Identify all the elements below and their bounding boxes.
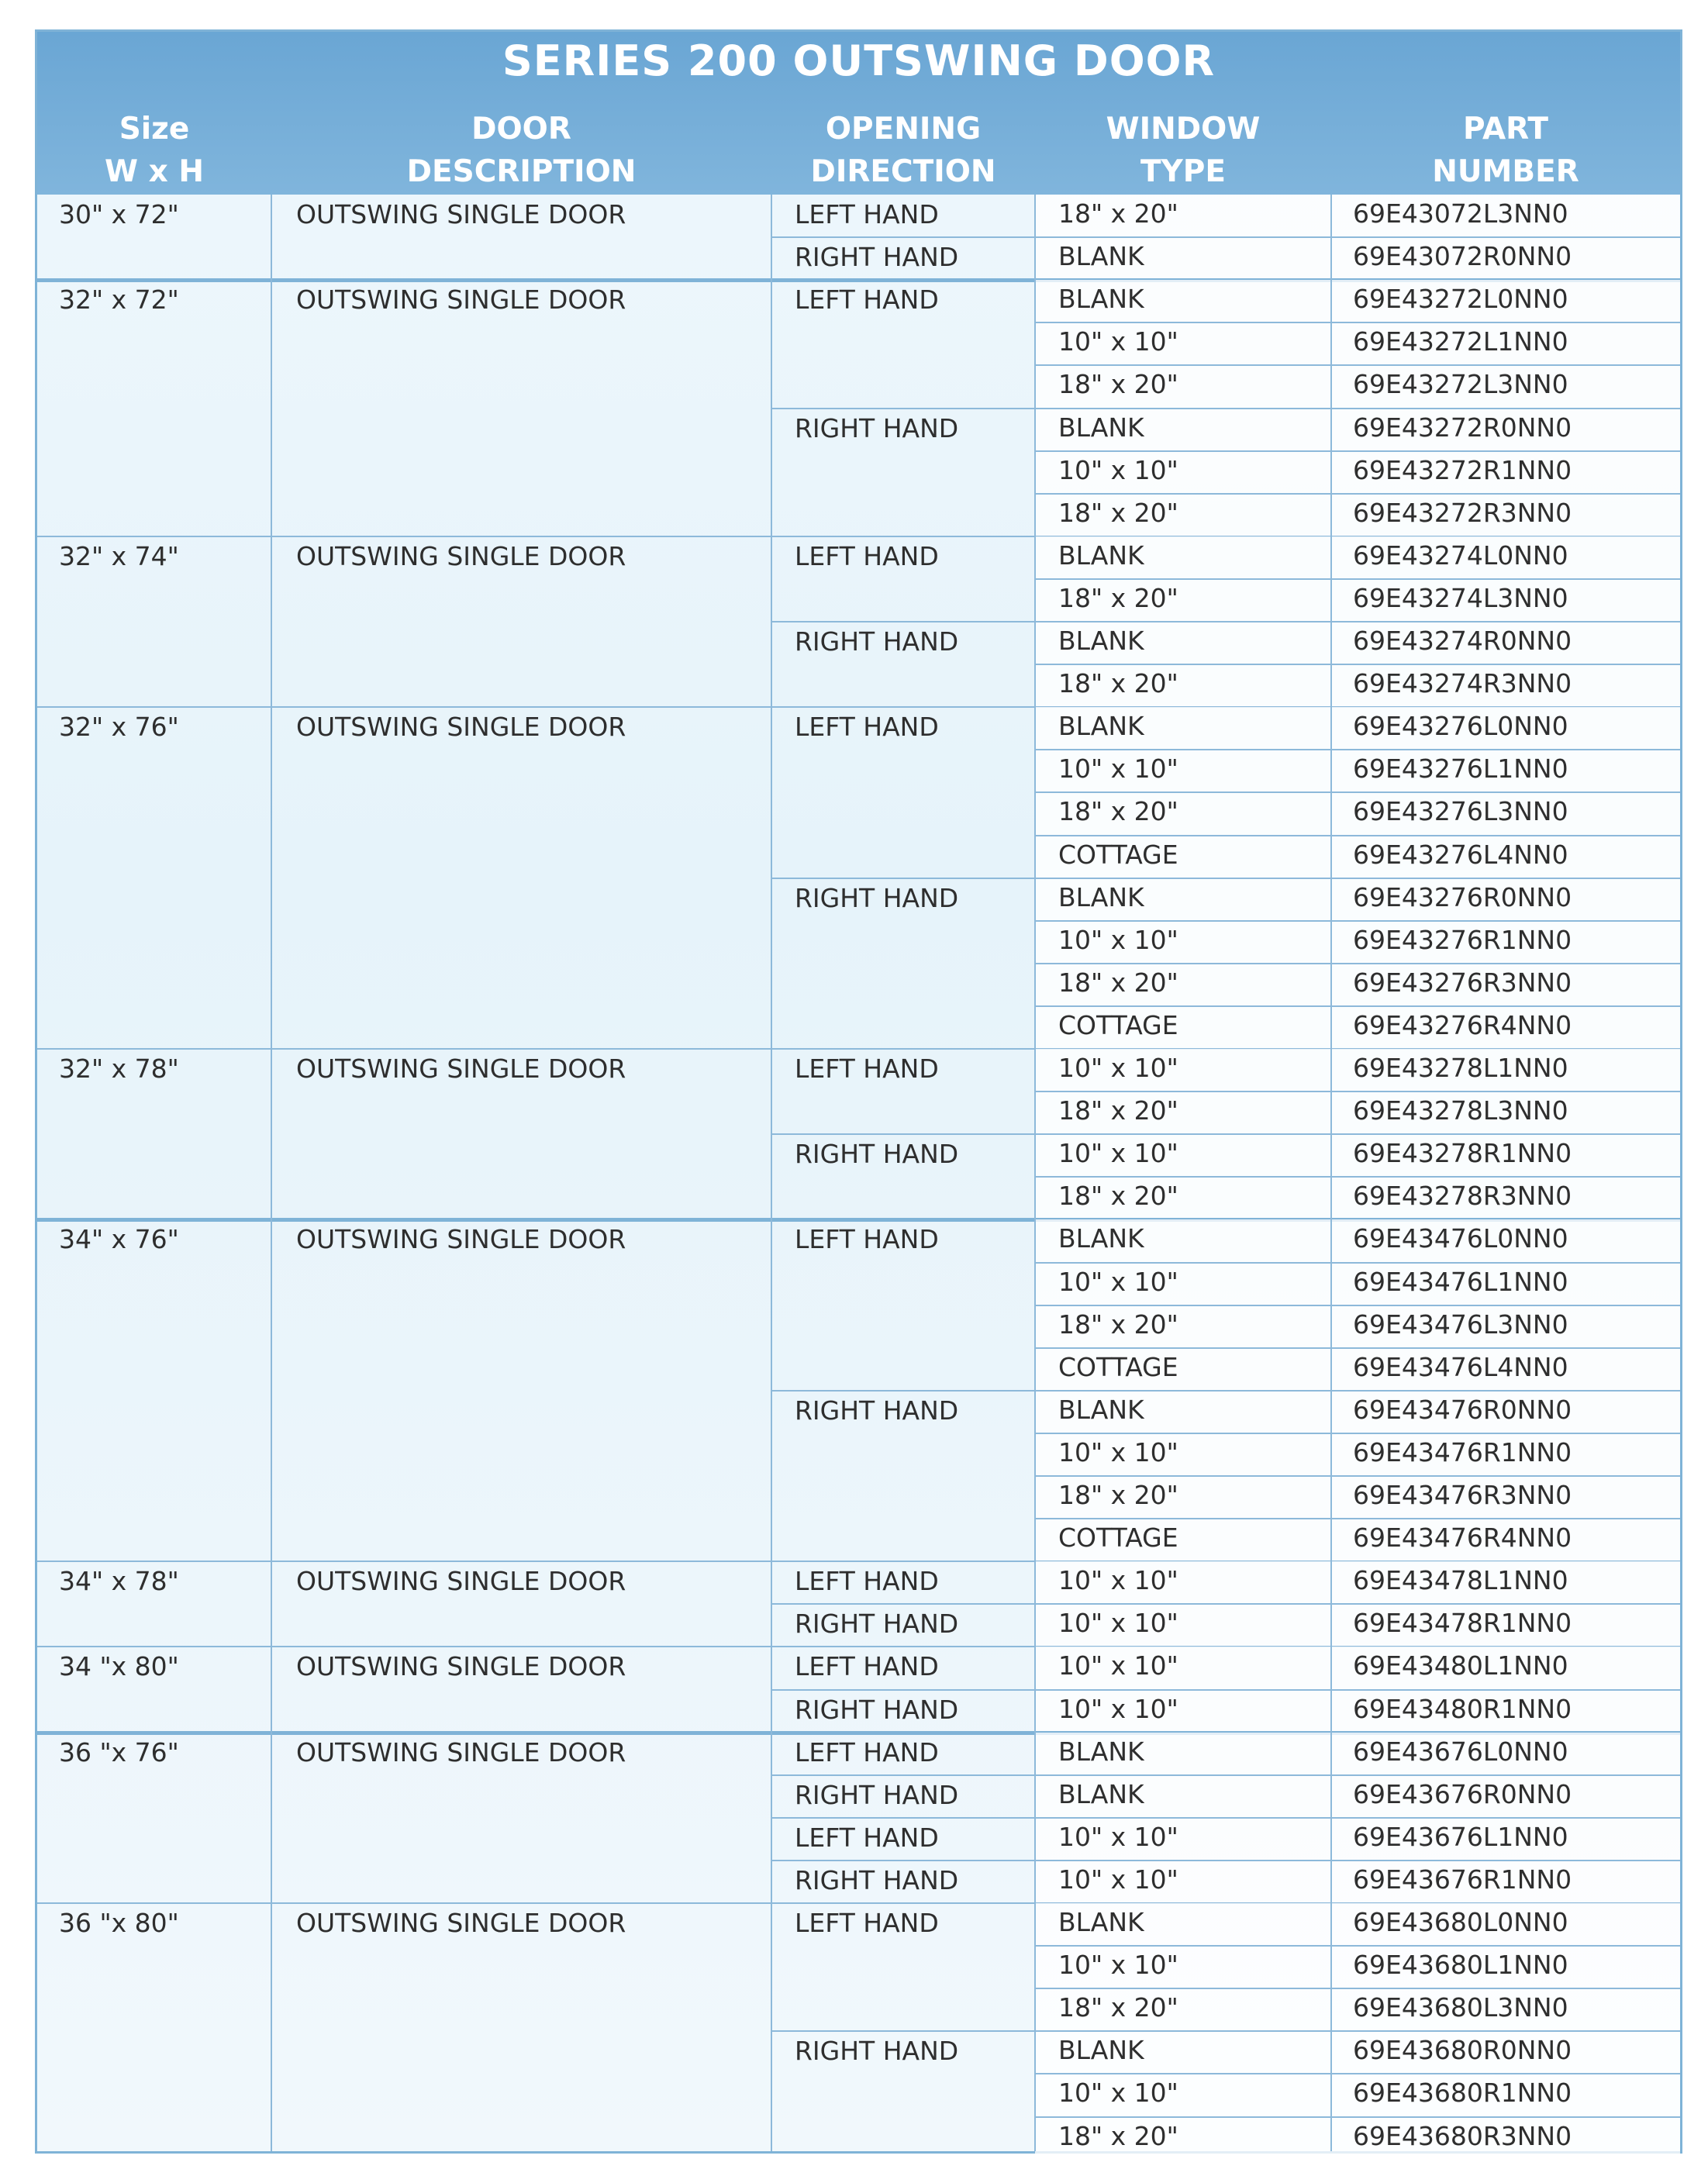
size-cell (37, 536, 271, 707)
table-header (37, 32, 1680, 195)
direction-cell-text: LEFT HAND (795, 285, 939, 316)
part-number-cell (1331, 322, 1680, 365)
part-number-cell-text: 69E43278L1NN0 (1353, 1053, 1568, 1083)
direction-cell-text: LEFT HAND (795, 1651, 939, 1682)
window-cell (1035, 1775, 1331, 1818)
part-number-cell-text: 69E43272L0NN0 (1353, 284, 1568, 315)
window-cell (1035, 494, 1331, 536)
window-cell (1035, 1733, 1331, 1775)
part-number-cell (1331, 964, 1680, 1006)
direction-cell (771, 1604, 1035, 1647)
part-number-cell-text: 69E43478L1NN0 (1353, 1565, 1568, 1596)
part-number-cell-text: 69E43072R0NN0 (1353, 241, 1572, 272)
part-number-cell-text: 69E43278R1NN0 (1353, 1138, 1572, 1169)
window-cell-text: 10" x 10" (1058, 1608, 1178, 1639)
part-number-cell (1331, 1647, 1680, 1689)
description-cell (271, 1561, 771, 1647)
window-cell (1035, 536, 1331, 579)
window-cell-text: 18" x 20" (1058, 668, 1178, 699)
window-cell-text: 18" x 20" (1058, 796, 1178, 827)
part-number-cell (1331, 1561, 1680, 1604)
window-cell (1035, 1818, 1331, 1861)
part-number-cell-text: 69E43476R4NN0 (1353, 1523, 1572, 1554)
column-divider (1034, 195, 1036, 2151)
window-cell-text: 10" x 10" (1058, 2078, 1178, 2109)
window-cell-text: 10" x 10" (1058, 1950, 1178, 1981)
part-number-cell-text: 69E43680R0NN0 (1353, 2035, 1572, 2066)
part-number-cell (1331, 1263, 1680, 1305)
direction-cell (771, 1219, 1035, 1390)
direction-cell-text: RIGHT HAND (795, 1864, 959, 1895)
part-number-cell (1331, 1348, 1680, 1391)
window-cell-text: BLANK (1058, 1736, 1144, 1767)
part-number-cell-text: 69E43476L3NN0 (1353, 1309, 1568, 1340)
part-number-cell (1331, 750, 1680, 792)
part-number-cell-text: 69E43274L0NN0 (1353, 540, 1568, 571)
description-cell (271, 1733, 771, 1903)
part-number-cell-text: 69E43680R1NN0 (1353, 2078, 1572, 2109)
window-cell-text: BLANK (1058, 1223, 1144, 1254)
window-cell (1035, 750, 1331, 792)
direction-cell-text: LEFT HAND (795, 1908, 939, 1938)
window-cell-text: BLANK (1058, 2035, 1144, 2066)
size-cell (37, 1049, 271, 1219)
direction-cell-text: LEFT HAND (795, 199, 939, 229)
part-number-cell-text: 69E43480L1NN0 (1353, 1650, 1568, 1681)
part-number-cell-text: 69E43276L3NN0 (1353, 796, 1568, 827)
direction-cell-text: LEFT HAND (795, 1224, 939, 1255)
part-number-cell-text: 69E43272R3NN0 (1353, 497, 1572, 528)
description-cell-text: OUTSWING SINGLE DOOR (296, 1054, 626, 1084)
part-number-cell-text: 69E43680R3NN0 (1353, 2120, 1572, 2151)
description-cell (271, 1647, 771, 1732)
window-cell-text: 10" x 10" (1058, 1053, 1178, 1083)
part-number-cell (1331, 1006, 1680, 1049)
window-cell (1035, 836, 1331, 878)
part-number-cell-text: 69E43276R0NN0 (1353, 881, 1572, 912)
part-number-cell (1331, 2074, 1680, 2116)
part-number-cell (1331, 1092, 1680, 1134)
window-cell-text: COTTAGE (1058, 1009, 1178, 1040)
direction-cell-text: LEFT HAND (795, 540, 939, 571)
direction-cell (771, 1733, 1035, 1775)
part-number-cell (1331, 1946, 1680, 1988)
part-number-cell (1331, 921, 1680, 964)
window-cell-text: 10" x 10" (1058, 326, 1178, 357)
window-cell-text: 18" x 20" (1058, 1992, 1178, 2023)
part-number-cell-text: 69E43272L3NN0 (1353, 369, 1568, 400)
window-cell (1035, 1263, 1331, 1305)
part-number-cell-text: 69E43276R4NN0 (1353, 1009, 1572, 1040)
direction-cell-text: LEFT HAND (795, 712, 939, 743)
window-cell-text: BLANK (1058, 1778, 1144, 1809)
part-number-cell (1331, 365, 1680, 408)
part-number-cell (1331, 1433, 1680, 1476)
part-number-cell-text: 69E43676R1NN0 (1353, 1864, 1572, 1895)
window-cell-text: 10" x 10" (1058, 924, 1178, 955)
window-cell (1035, 1177, 1331, 1219)
window-cell-text: 10" x 10" (1058, 1821, 1178, 1852)
part-number-cell (1331, 579, 1680, 622)
direction-cell (771, 622, 1035, 707)
window-cell (1035, 237, 1331, 280)
part-number-cell (1331, 878, 1680, 921)
part-number-cell (1331, 494, 1680, 536)
page-title: SERIES 200 OUTSWING DOOR (502, 36, 1216, 85)
part-number-cell-text: 69E43276R3NN0 (1353, 967, 1572, 998)
window-cell-text: 18" x 20" (1058, 2120, 1178, 2151)
window-cell-text: 10" x 10" (1058, 1693, 1178, 1724)
part-number-cell (1331, 1775, 1680, 1818)
window-cell (1035, 2074, 1331, 2116)
part-number-cell (1331, 1818, 1680, 1861)
column-header-direction: OPENING DIRECTION (810, 112, 996, 189)
part-number-cell (1331, 1391, 1680, 1433)
part-number-cell-text: 69E43274R3NN0 (1353, 668, 1572, 699)
window-cell (1035, 409, 1331, 451)
window-cell-text: BLANK (1058, 711, 1144, 742)
direction-cell (771, 1775, 1035, 1818)
window-cell-text: 10" x 10" (1058, 1266, 1178, 1297)
size-cell (37, 1219, 271, 1561)
part-number-cell-text: 69E43680L1NN0 (1353, 1950, 1568, 1981)
window-cell (1035, 1903, 1331, 1946)
window-cell (1035, 964, 1331, 1006)
window-cell (1035, 1946, 1331, 1988)
direction-cell-text: RIGHT HAND (795, 1395, 959, 1426)
window-cell (1035, 1433, 1331, 1476)
direction-cell (771, 2031, 1035, 2159)
product-table (35, 29, 1682, 2154)
window-cell (1035, 365, 1331, 408)
part-number-cell-text: 69E43276L1NN0 (1353, 754, 1568, 785)
window-cell-text: 18" x 20" (1058, 967, 1178, 998)
window-cell-text: BLANK (1058, 881, 1144, 912)
direction-cell (771, 1690, 1035, 1733)
direction-cell-text: RIGHT HAND (795, 1609, 959, 1640)
column-divider (1330, 195, 1332, 2151)
part-number-cell (1331, 1604, 1680, 1647)
size-cell (37, 195, 271, 280)
window-cell-text: 18" x 20" (1058, 198, 1178, 229)
part-number-cell-text: 69E43072L3NN0 (1353, 198, 1568, 229)
window-cell (1035, 707, 1331, 750)
part-number-cell-text: 69E43476L4NN0 (1353, 1351, 1568, 1382)
window-cell (1035, 1006, 1331, 1049)
part-number-cell (1331, 536, 1680, 579)
size-cell-text: 32" x 76" (59, 712, 179, 743)
size-cell (37, 1647, 271, 1732)
window-cell (1035, 792, 1331, 835)
part-number-cell-text: 69E43278L3NN0 (1353, 1095, 1568, 1126)
window-cell (1035, 1647, 1331, 1689)
window-cell (1035, 1476, 1331, 1519)
size-cell-text: 32" x 72" (59, 285, 179, 316)
part-number-cell-text: 69E43476R1NN0 (1353, 1436, 1572, 1467)
part-number-cell (1331, 1177, 1680, 1219)
part-number-cell-text: 69E43272R1NN0 (1353, 454, 1572, 485)
window-cell-text: BLANK (1058, 1394, 1144, 1425)
description-cell-text: OUTSWING SINGLE DOOR (296, 712, 626, 743)
description-cell-text: OUTSWING SINGLE DOOR (296, 1566, 626, 1597)
part-number-cell-text: 69E43680L3NN0 (1353, 1992, 1568, 2023)
column-header-part: PART NUMBER (1432, 112, 1579, 189)
window-cell-text: 18" x 20" (1058, 497, 1178, 528)
part-number-cell (1331, 1049, 1680, 1092)
part-number-cell-text: 69E43272R0NN0 (1353, 412, 1572, 443)
window-cell (1035, 2117, 1331, 2160)
window-cell-text: BLANK (1058, 1907, 1144, 1937)
part-number-cell (1331, 1903, 1680, 1946)
part-number-cell-text: 69E43272L1NN0 (1353, 326, 1568, 357)
window-cell-text: 18" x 20" (1058, 1181, 1178, 1212)
part-number-cell (1331, 707, 1680, 750)
part-number-cell-text: 69E43276L0NN0 (1353, 711, 1568, 742)
direction-cell-text: RIGHT HAND (795, 1779, 959, 1810)
window-cell (1035, 622, 1331, 664)
direction-cell (771, 1134, 1035, 1219)
description-cell (271, 1049, 771, 1219)
direction-cell (771, 1391, 1035, 1561)
window-cell (1035, 2031, 1331, 2074)
direction-cell (771, 878, 1035, 1049)
window-cell (1035, 1988, 1331, 2031)
size-cell-text: 32" x 74" (59, 540, 179, 571)
window-cell-text: 10" x 10" (1058, 754, 1178, 785)
description-cell-text: OUTSWING SINGLE DOOR (296, 285, 626, 316)
part-number-cell-text: 69E43676R0NN0 (1353, 1778, 1572, 1809)
part-number-cell (1331, 836, 1680, 878)
part-number-cell-text: 69E43480R1NN0 (1353, 1693, 1572, 1724)
window-cell-text: BLANK (1058, 284, 1144, 315)
window-cell-text: COTTAGE (1058, 1351, 1178, 1382)
direction-cell-text: RIGHT HAND (795, 1694, 959, 1725)
column-header-description: DOOR DESCRIPTION (406, 112, 637, 189)
window-cell (1035, 579, 1331, 622)
part-number-cell-text: 69E43676L0NN0 (1353, 1736, 1568, 1767)
window-cell-text: BLANK (1058, 412, 1144, 443)
direction-cell-text: LEFT HAND (795, 1736, 939, 1767)
window-cell (1035, 664, 1331, 707)
description-cell (271, 1903, 771, 2160)
part-number-cell-text: 69E43476L0NN0 (1353, 1223, 1568, 1254)
direction-cell (771, 1049, 1035, 1134)
window-cell-text: 18" x 20" (1058, 1309, 1178, 1340)
window-cell (1035, 1561, 1331, 1604)
window-cell (1035, 1690, 1331, 1733)
part-number-cell (1331, 1134, 1680, 1177)
description-cell-text: OUTSWING SINGLE DOOR (296, 1908, 626, 1938)
size-cell-text: 34" x 76" (59, 1224, 179, 1255)
size-cell-text: 34" x 78" (59, 1566, 179, 1597)
part-number-cell-text: 69E43274L3NN0 (1353, 582, 1568, 613)
description-cell (271, 280, 771, 536)
window-cell (1035, 921, 1331, 964)
window-cell (1035, 1049, 1331, 1092)
description-cell (271, 707, 771, 1049)
part-number-cell-text: 69E43680L0NN0 (1353, 1907, 1568, 1937)
window-cell-text: 18" x 20" (1058, 1095, 1178, 1126)
window-cell (1035, 451, 1331, 494)
direction-cell (771, 1818, 1035, 1861)
size-cell-text: 34 "x 80" (59, 1651, 179, 1682)
direction-cell-text: LEFT HAND (795, 1054, 939, 1084)
window-cell (1035, 1861, 1331, 1903)
part-number-cell (1331, 792, 1680, 835)
direction-cell-text: RIGHT HAND (795, 626, 959, 657)
direction-cell (771, 409, 1035, 536)
window-cell-text: BLANK (1058, 626, 1144, 656)
window-cell-text: 10" x 10" (1058, 1436, 1178, 1467)
part-number-cell (1331, 664, 1680, 707)
description-cell-text: OUTSWING SINGLE DOOR (296, 1224, 626, 1255)
description-cell-text: OUTSWING SINGLE DOOR (296, 540, 626, 571)
part-number-cell-text: 69E43476R0NN0 (1353, 1394, 1572, 1425)
part-number-cell (1331, 280, 1680, 322)
part-number-cell-text: 69E43276R1NN0 (1353, 924, 1572, 955)
part-number-cell-text: 69E43278R3NN0 (1353, 1181, 1572, 1212)
part-number-cell (1331, 1690, 1680, 1733)
column-header-size: Size W x H (105, 112, 204, 189)
column-divider (271, 195, 272, 2151)
window-cell (1035, 1604, 1331, 1647)
window-cell (1035, 1348, 1331, 1391)
window-cell-text: 18" x 20" (1058, 582, 1178, 613)
size-cell (37, 1903, 271, 2160)
window-cell (1035, 1519, 1331, 1561)
size-cell (37, 1561, 271, 1647)
direction-cell-text: RIGHT HAND (795, 1139, 959, 1170)
direction-cell (771, 237, 1035, 280)
window-cell (1035, 1092, 1331, 1134)
window-cell-text: 10" x 10" (1058, 454, 1178, 485)
window-cell-text: COTTAGE (1058, 839, 1178, 870)
window-cell-text: 10" x 10" (1058, 1565, 1178, 1596)
size-cell-text: 36 "x 80" (59, 1908, 179, 1938)
description-cell (271, 1219, 771, 1561)
size-cell (37, 707, 271, 1049)
direction-cell (771, 280, 1035, 408)
description-cell-text: OUTSWING SINGLE DOOR (296, 1736, 626, 1767)
size-cell-text: 32" x 78" (59, 1054, 179, 1084)
direction-cell-text: LEFT HAND (795, 1566, 939, 1597)
size-cell (37, 1733, 271, 1903)
window-cell (1035, 1219, 1331, 1262)
direction-cell-text: RIGHT HAND (795, 412, 959, 443)
part-number-cell-text: 69E43478R1NN0 (1353, 1608, 1572, 1639)
direction-cell-text: LEFT HAND (795, 1822, 939, 1853)
window-cell (1035, 1391, 1331, 1433)
direction-cell-text: RIGHT HAND (795, 882, 959, 913)
window-cell-text: 18" x 20" (1058, 1480, 1178, 1510)
part-number-cell (1331, 1861, 1680, 1903)
part-number-cell (1331, 1733, 1680, 1775)
part-number-cell-text: 69E43274R0NN0 (1353, 626, 1572, 656)
direction-cell (771, 1561, 1035, 1604)
window-cell-text: BLANK (1058, 540, 1144, 571)
part-number-cell-text: 69E43676L1NN0 (1353, 1821, 1568, 1852)
part-number-cell (1331, 409, 1680, 451)
window-cell-text: 10" x 10" (1058, 1138, 1178, 1169)
direction-cell (771, 1647, 1035, 1689)
window-cell (1035, 280, 1331, 322)
description-cell-text: OUTSWING SINGLE DOOR (296, 199, 626, 229)
part-number-cell (1331, 1988, 1680, 2031)
direction-cell (771, 1861, 1035, 1903)
size-cell-text: 30" x 72" (59, 199, 179, 229)
window-cell (1035, 1134, 1331, 1177)
part-number-cell (1331, 237, 1680, 280)
window-cell (1035, 195, 1331, 237)
description-cell (271, 536, 771, 707)
direction-cell (771, 707, 1035, 878)
part-number-cell-text: 69E43476L1NN0 (1353, 1266, 1568, 1297)
column-divider (771, 195, 772, 2151)
direction-cell (771, 195, 1035, 237)
description-cell-text: OUTSWING SINGLE DOOR (296, 1651, 626, 1682)
column-header-window: WINDOW TYPE (1106, 112, 1261, 189)
part-number-cell (1331, 1219, 1680, 1262)
part-number-cell (1331, 1305, 1680, 1348)
window-cell-text: 10" x 10" (1058, 1650, 1178, 1681)
direction-cell-text: RIGHT HAND (795, 242, 959, 273)
window-cell (1035, 322, 1331, 365)
part-number-cell (1331, 622, 1680, 664)
part-number-cell (1331, 1519, 1680, 1561)
description-cell (271, 195, 771, 280)
window-cell-text: 18" x 20" (1058, 369, 1178, 400)
part-number-cell (1331, 1476, 1680, 1519)
direction-cell-text: RIGHT HAND (795, 2036, 959, 2067)
part-number-cell (1331, 451, 1680, 494)
window-cell-text: COTTAGE (1058, 1523, 1178, 1554)
window-cell-text: BLANK (1058, 241, 1144, 272)
part-number-cell (1331, 2031, 1680, 2074)
window-cell-text: 10" x 10" (1058, 1864, 1178, 1895)
part-number-cell-text: 69E43476R3NN0 (1353, 1480, 1572, 1510)
window-cell (1035, 878, 1331, 921)
window-cell (1035, 1305, 1331, 1348)
size-cell (37, 280, 271, 536)
direction-cell (771, 1903, 1035, 2031)
part-number-cell-text: 69E43276L4NN0 (1353, 839, 1568, 870)
direction-cell (771, 536, 1035, 622)
part-number-cell (1331, 195, 1680, 237)
size-cell-text: 36 "x 76" (59, 1736, 179, 1767)
part-number-cell (1331, 2117, 1680, 2160)
